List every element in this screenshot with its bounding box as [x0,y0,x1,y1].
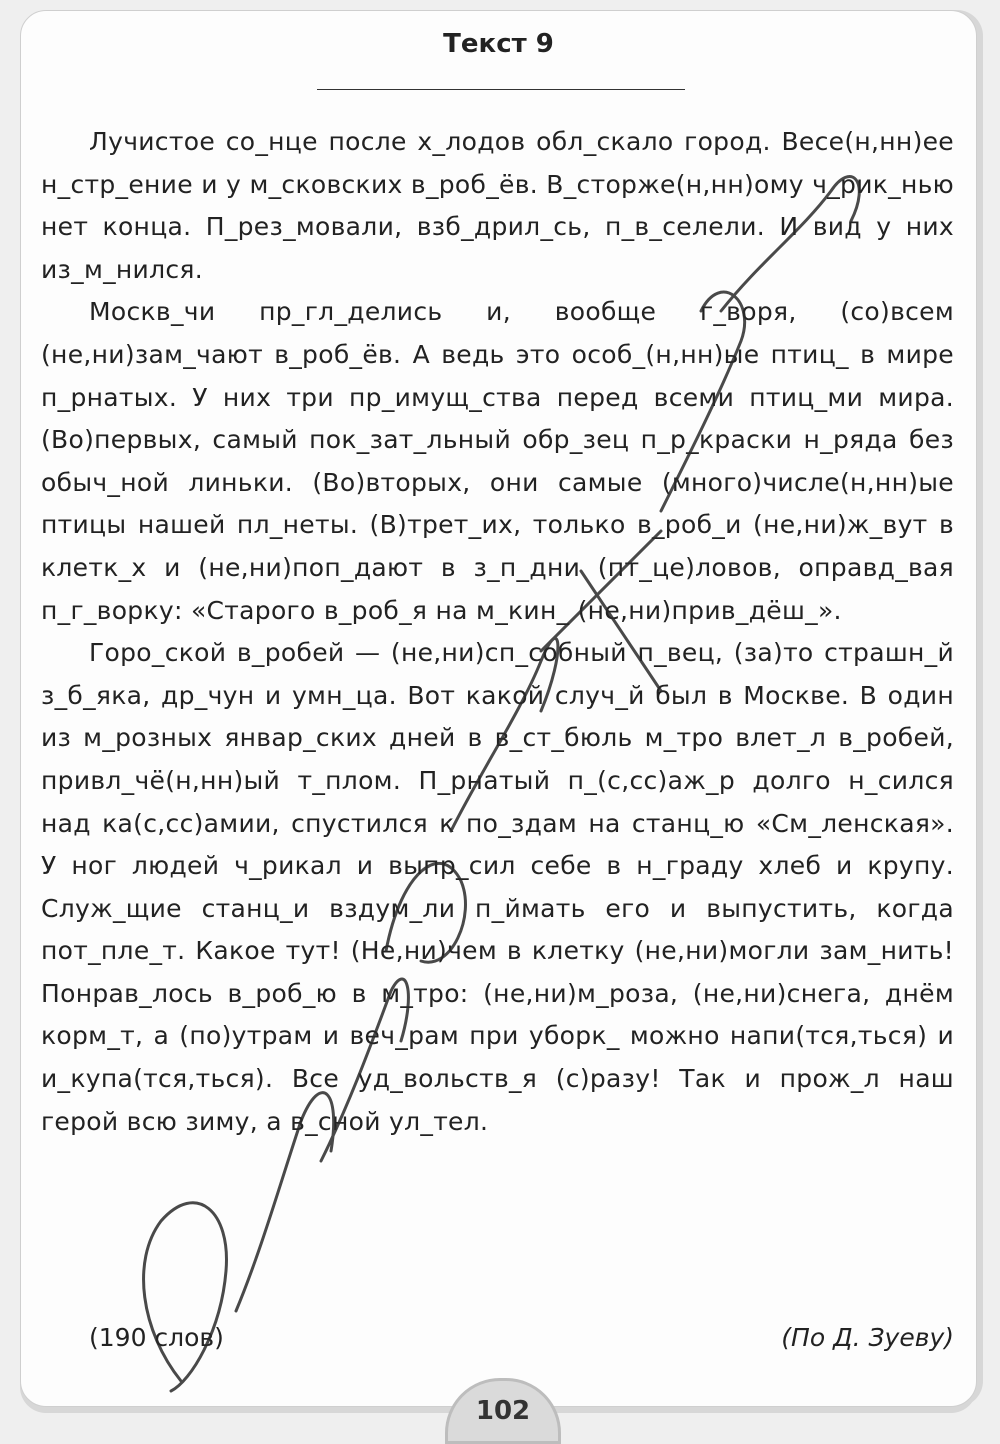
page-sheet [20,10,977,1407]
page-number: 102 [445,1378,561,1444]
paragraph-3: Горо_ской в_робей — (не,ни)сп_собный п_вец, (за)то страшн_й з_б_яка, др_чун и умн_ца. Вот какой случ_й был в Москве. В один из м_розных январ_ских дней в в_ст_бюль м_тро влет_л в_робей, привл_чё(н,нн)ый т_плом. П_рнатый п_(с,сс)аж_р долго н_сился над ка(с,сс)амии, спустился к по_здам на станц_ю «См_ленская». У ног людей ч_рикал и выпр_сил себе в н_граду хлеб и крупу. Служ_щие станц_и вздум_ли п_ймать его и выпустить, когда пот_пле_т. Какое тут! (Не,ни)чем в клетку (не,ни)могли зам_нить! Понрав_лось в_роб_ю в м_тро: (не,ни)м_роза, (не,ни)снега, днём корм_т, а (по)утрам и веч_рам при уборк_ можно напи(тся,ться) и и_купа(тся,ться). Все уд_вольств_я (с)разу! Так и прож_л наш герой всю зиму, а в_сной ул_тел. [41,638,954,1136]
paragraph-2: Москв_чи пр_гл_делись и, вообще г_воря, (со)всем (не,ни)зам_чают в_роб_ёв. А ведь это особ_(н,нн)ые птиц_ в мире п_рнатых. У них три пр_имущ_ства перед всеми птиц_ми мира. (Во)первых, самый пок_зат_льный обр_зец п_р_краски н_ряда без обыч_ной линьки. (Во)вторых, они самые (много)числе(н,нн)ые птицы нашей пл_неты. (В)трет_их, только в_роб_и (не,ни)ж_вут в клетк_х и (не,ни)поп_дают в з_п_дни (пт_це)ловов, оправд_вая п_г_ворку: «Старого в_роб_я на м_кин_ (не,ни)прив_дёш_». [41,297,954,625]
dictation-text [41,121,954,1143]
paragraph-1: Лучистое со_нце после х_лодов обл_скало город. Весе(н,нн)ее н_стр_ение и у м_сковских в_роб_ёв. В_сторже(н,нн)ому ч_рик_нью нет конца. П_рез_мовали, взб_дрил_сь, п_в_селели. И вид у них из_м_нился. [41,127,954,284]
word-count: (190 слов) [89,1323,224,1352]
title-underline [317,89,685,90]
page-title: Текст 9 [443,29,554,59]
author-credit: (По Д. Зуеву) [781,1323,954,1352]
